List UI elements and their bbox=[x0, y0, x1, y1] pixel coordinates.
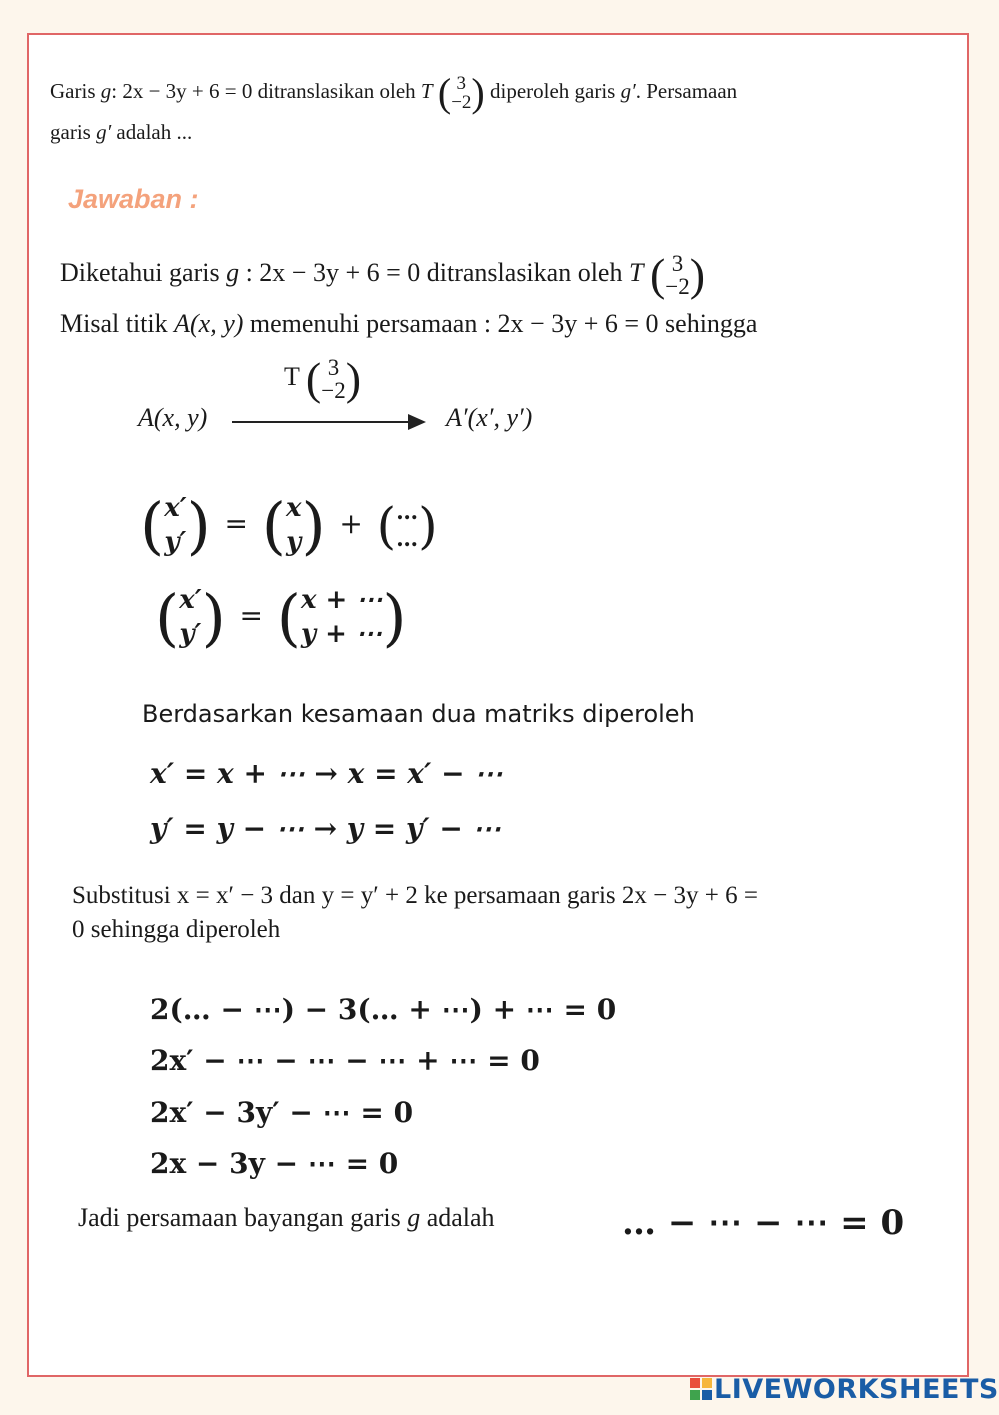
liveworksheets-mark-icon bbox=[690, 1378, 712, 1400]
matrix2-row-bottom[interactable]: y + ⋯ bbox=[300, 618, 382, 649]
liveworksheets-logo: LIVEWORKSHEETS bbox=[690, 1374, 999, 1405]
mapping-arrow-line bbox=[232, 421, 410, 423]
mapping-translation-label: T ( 3 −2 ) bbox=[284, 353, 362, 404]
known-translation-vector: ( 3 −2 ) bbox=[649, 249, 706, 300]
step-2[interactable]: 2x′ − ⋯ − ⋯ − ⋯ + ⋯ = 0 bbox=[150, 1044, 540, 1077]
equation-y[interactable]: y′ = y − ⋯ → y = y′ − ⋯ bbox=[150, 812, 501, 845]
question-line-2: garis g′ adalah ... bbox=[50, 120, 193, 144]
equation-x[interactable]: x′ = x + ⋯ → x = x′ − ⋯ bbox=[150, 757, 503, 790]
known-statement: Diketahui garis g : 2x − 3y + 6 = 0 ditranslasikan oleh T ( 3 −2 ) bbox=[60, 249, 706, 300]
answer-label: Jawaban : bbox=[68, 184, 199, 214]
conclusion-text: Jadi persamaan bayangan garis g adalah bbox=[78, 1203, 495, 1232]
matrix-equation-2: ( x′ y′ ) = ( x + ⋯ y + ⋯ ) bbox=[155, 580, 407, 654]
berdasarkan-text: Berdasarkan kesamaan dua matriks diperoleh bbox=[142, 700, 695, 728]
question-line-1: Garis g: 2x − 3y + 6 = 0 ditranslasikan oleh T ( 3 −2 ) diperoleh garis g′. Persamaan bbox=[50, 70, 738, 116]
conclusion-answer[interactable]: … − ⋯ − ⋯ = 0 bbox=[622, 1203, 905, 1243]
step-3[interactable]: 2x′ − 3y′ − ⋯ = 0 bbox=[150, 1096, 414, 1129]
mapping-from-point: A(x, y) bbox=[138, 403, 208, 432]
mapping-to-point: A′(x′, y′) bbox=[446, 403, 533, 432]
step-1[interactable]: 2(… − ⋯) − 3(… + ⋯) + ⋯ = 0 bbox=[150, 993, 617, 1026]
matrix-equation-1: ( x′ y′ ) = ( x y ) + ( … … ) bbox=[140, 488, 438, 562]
misal-statement: Misal titik A(x, y) memenuhi persamaan : 2x − 3y + 6 = 0 sehingga bbox=[60, 309, 758, 338]
mapping-arrow-head-icon bbox=[408, 414, 426, 430]
substitusi-line-2: 0 sehingga diperoleh bbox=[72, 916, 281, 943]
question-translation-vector: ( 3 −2 ) bbox=[437, 70, 485, 116]
step-4[interactable]: 2x − 3y − ⋯ = 0 bbox=[150, 1147, 399, 1180]
matrix1-blank-top[interactable]: … bbox=[396, 499, 419, 526]
mapping-translation-vector: ( 3 −2 ) bbox=[305, 353, 362, 404]
substitusi-line-1: Substitusi x = x′ − 3 dan y = y′ + 2 ke persamaan garis 2x − 3y + 6 = bbox=[72, 882, 758, 909]
matrix1-blank-bottom[interactable]: … bbox=[396, 525, 419, 552]
matrix2-row-top[interactable]: x + ⋯ bbox=[300, 585, 383, 615]
